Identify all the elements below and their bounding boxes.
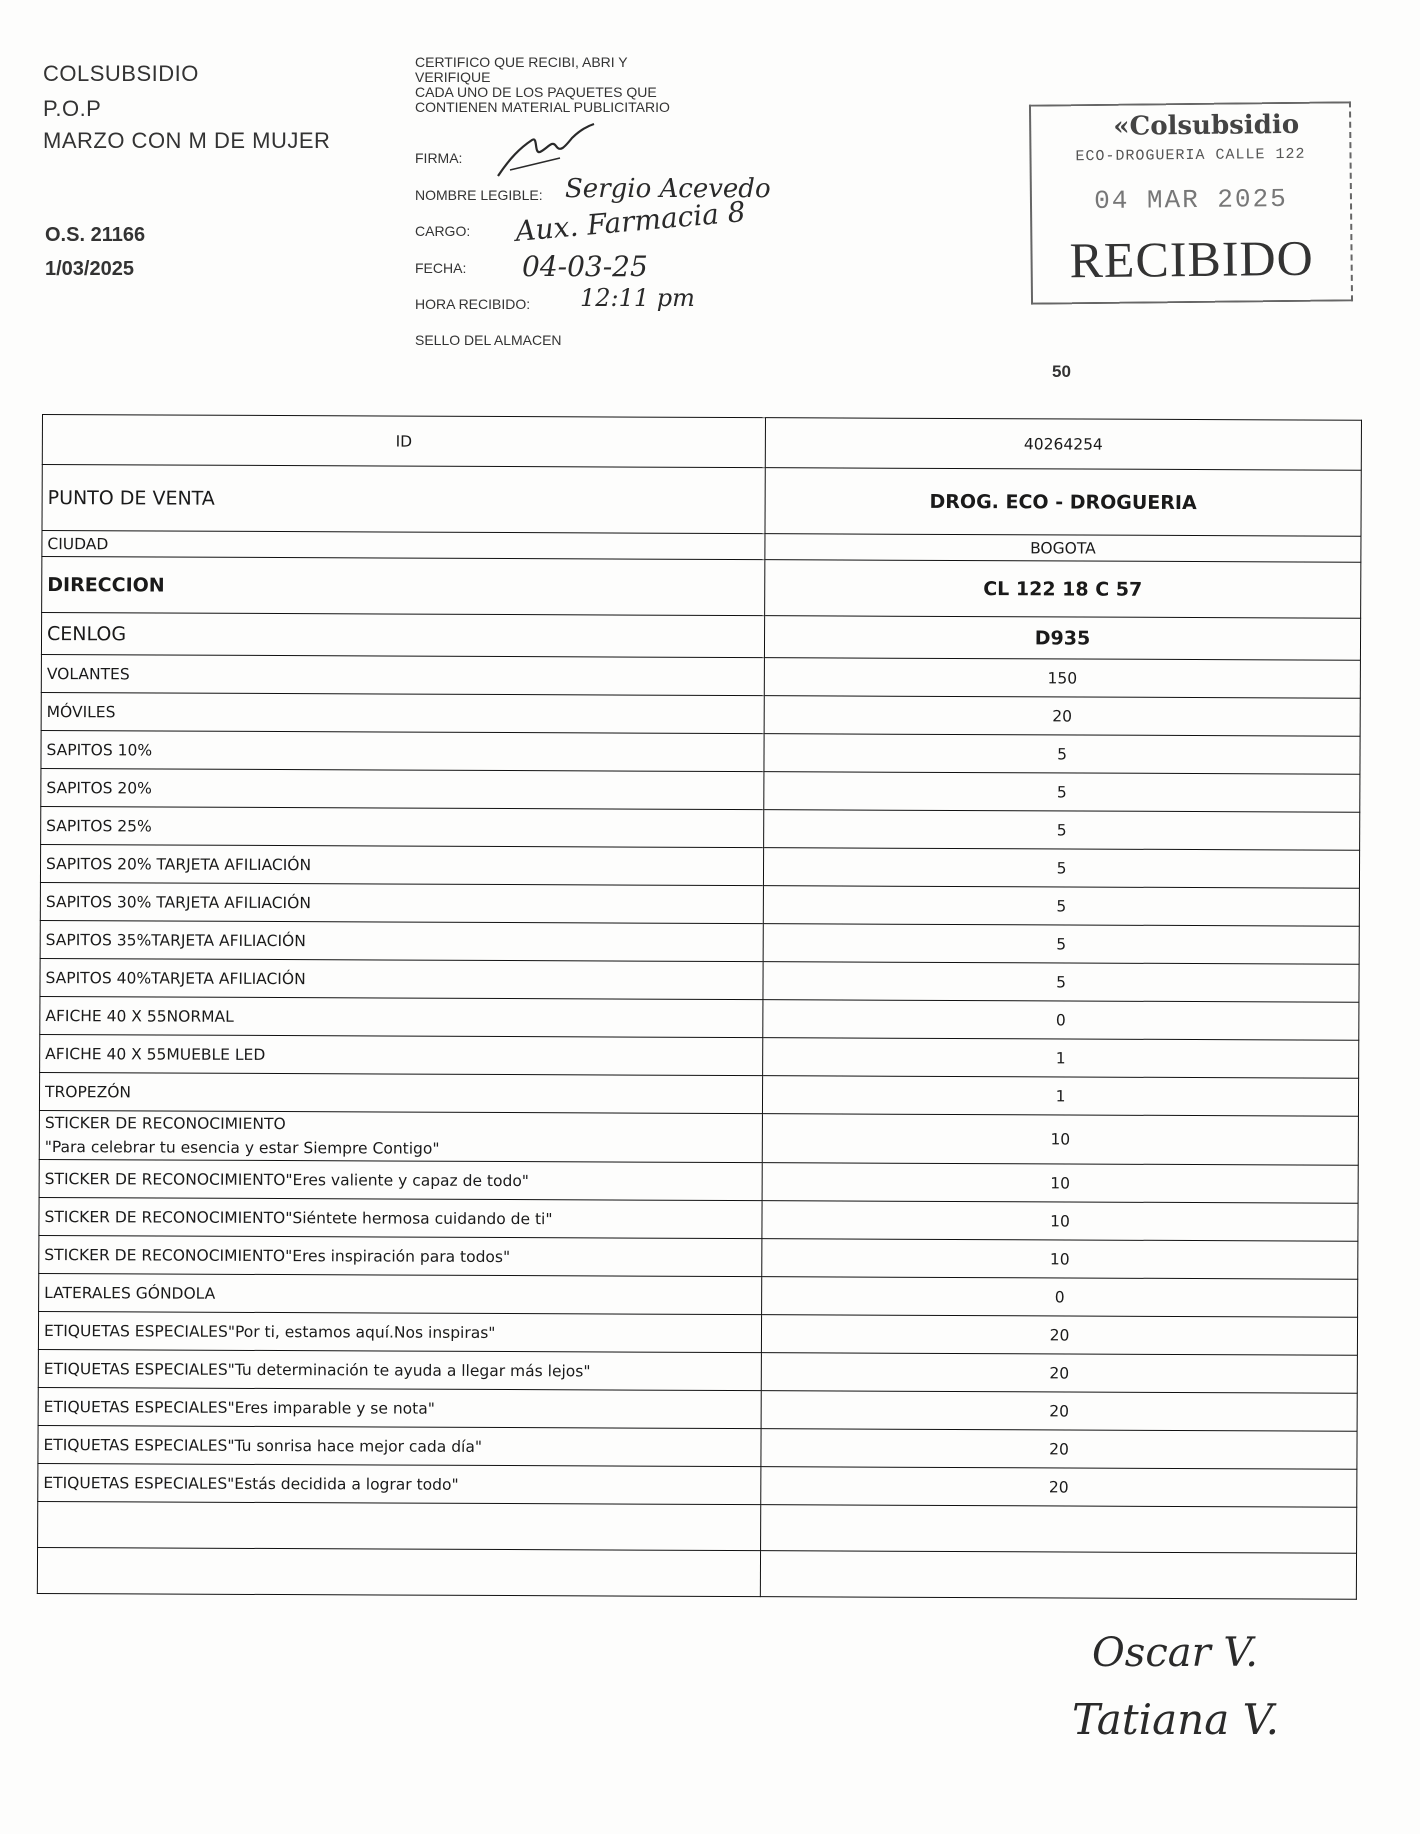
row-label: SAPITOS 20% bbox=[41, 768, 764, 809]
row-value: 0 bbox=[763, 1000, 1359, 1041]
table-row bbox=[38, 1425, 1357, 1469]
materials-table bbox=[37, 414, 1362, 1600]
table-row bbox=[41, 730, 1360, 774]
table-row bbox=[41, 613, 1360, 661]
row-label: SAPITOS 30% TARJETA AFILIACIÓN bbox=[40, 882, 763, 923]
table-row bbox=[40, 920, 1359, 964]
fecha-label: FECHA: bbox=[415, 260, 467, 276]
table-row bbox=[41, 692, 1360, 736]
table-row bbox=[38, 1311, 1357, 1355]
package-count: 50 bbox=[1052, 362, 1071, 381]
row-value: 1 bbox=[762, 1076, 1358, 1117]
row-label: ETIQUETAS ESPECIALES"Estás decidida a lograr todo" bbox=[38, 1463, 761, 1504]
row-label-line: "Para celebrar tu esencia y estar Siempre Contigo" bbox=[44, 1138, 440, 1158]
row-label: ETIQUETAS ESPECIALES"Por ti, estamos aquí.Nos inspiras" bbox=[38, 1311, 761, 1352]
row-value: 5 bbox=[763, 924, 1359, 965]
row-value: 10 bbox=[762, 1114, 1358, 1166]
table-row bbox=[39, 1072, 1358, 1116]
empty-cell bbox=[38, 1501, 761, 1550]
order-date: 1/03/2025 bbox=[45, 258, 134, 280]
row-label: SAPITOS 20% TARJETA AFILIACIÓN bbox=[40, 844, 763, 885]
certificate-line: VERIFIQUE bbox=[415, 69, 491, 85]
table-row bbox=[39, 1110, 1358, 1165]
colsubsidio-logo-icon: « bbox=[1113, 111, 1130, 142]
table-row bbox=[39, 1159, 1358, 1203]
stamp-brand: «Colsubsidio bbox=[1113, 109, 1300, 142]
row-label: MÓVILES bbox=[41, 692, 764, 733]
row-value: CL 122 18 C 57 bbox=[765, 560, 1361, 619]
table-row bbox=[38, 1387, 1357, 1431]
certificate-line: CADA UNO DE LOS PAQUETES QUE bbox=[415, 84, 657, 100]
signature-tatiana: Tatiana V. bbox=[1072, 1695, 1279, 1744]
row-label: SAPITOS 35%TARJETA AFILIACIÓN bbox=[40, 920, 763, 961]
certificate-line: CERTIFICO QUE RECIBI, ABRI Y bbox=[415, 54, 628, 70]
stamp-date: 04 MAR 2025 bbox=[1093, 183, 1288, 217]
row-value: 150 bbox=[764, 658, 1360, 699]
nombre-value: Sergio Acevedo bbox=[565, 174, 771, 204]
empty-cell bbox=[37, 1547, 760, 1596]
table-row bbox=[41, 768, 1360, 812]
row-value: 20 bbox=[764, 696, 1360, 737]
table-row-empty bbox=[37, 1547, 1356, 1599]
table-row bbox=[42, 465, 1361, 537]
row-label: SAPITOS 25% bbox=[41, 806, 764, 847]
row-value: 20 bbox=[761, 1429, 1357, 1470]
stamp-status: RECIBIDO bbox=[1069, 229, 1314, 289]
table-row bbox=[39, 1273, 1358, 1317]
company-name: COLSUBSIDIO bbox=[43, 61, 199, 86]
certificate-text bbox=[415, 55, 670, 115]
row-value: D935 bbox=[764, 616, 1360, 661]
row-value: 20 bbox=[761, 1353, 1357, 1394]
table-row bbox=[38, 1349, 1357, 1393]
table-row bbox=[39, 1235, 1358, 1279]
table-row bbox=[40, 882, 1359, 926]
cargo-label: CARGO: bbox=[415, 223, 471, 239]
received-stamp bbox=[1029, 101, 1353, 304]
row-value: 5 bbox=[764, 772, 1360, 813]
cargo-value: Aux. Farmacia 8 bbox=[514, 195, 747, 248]
row-value: 5 bbox=[763, 848, 1359, 889]
row-value: 20 bbox=[761, 1315, 1357, 1356]
row-value: 10 bbox=[762, 1239, 1358, 1280]
empty-cell bbox=[760, 1551, 1356, 1600]
row-label: SAPITOS 40%TARJETA AFILIACIÓN bbox=[40, 958, 763, 999]
certificate-line: CONTIENEN MATERIAL PUBLICITARIO bbox=[415, 99, 670, 115]
pop-label: P.O.P bbox=[43, 96, 102, 121]
row-label: LATERALES GÓNDOLA bbox=[39, 1273, 762, 1314]
row-label: CIUDAD bbox=[42, 531, 765, 560]
stamp-store: ECO-DROGUERIA CALLE 122 bbox=[1075, 145, 1306, 166]
row-label: TROPEZÓN bbox=[39, 1072, 762, 1113]
row-value: 5 bbox=[764, 810, 1360, 851]
row-label: VOLANTES bbox=[41, 654, 764, 695]
table-row bbox=[41, 654, 1360, 698]
table-row bbox=[42, 557, 1361, 619]
id-label: ID bbox=[42, 415, 765, 468]
row-label-line: STICKER DE RECONOCIMIENTO bbox=[44, 1114, 286, 1134]
row-value: 5 bbox=[763, 962, 1359, 1003]
table-row bbox=[42, 415, 1361, 471]
row-label: STICKER DE RECONOCIMIENTO"Eres inspiración para todos" bbox=[39, 1235, 762, 1276]
row-value: 10 bbox=[762, 1201, 1358, 1242]
row-value: BOGOTA bbox=[765, 534, 1361, 563]
table-row bbox=[40, 996, 1359, 1040]
row-value: DROG. ECO - DROGUERIA bbox=[765, 468, 1361, 537]
table-row bbox=[40, 1034, 1359, 1078]
hora-value: 12:11 pm bbox=[580, 284, 695, 312]
id-value: 40264254 bbox=[765, 418, 1361, 471]
row-label: ETIQUETAS ESPECIALES"Tu sonrisa hace mejor cada día" bbox=[38, 1425, 761, 1466]
row-label: AFICHE 40 X 55NORMAL bbox=[40, 996, 763, 1037]
table-row bbox=[39, 1197, 1358, 1241]
row-label: DIRECCION bbox=[42, 557, 765, 616]
row-value: 20 bbox=[761, 1467, 1357, 1508]
row-label: PUNTO DE VENTA bbox=[42, 465, 765, 534]
row-label: ETIQUETAS ESPECIALES"Tu determinación te ayuda a llegar más lejos" bbox=[38, 1349, 761, 1390]
table-row-empty bbox=[38, 1501, 1357, 1553]
table-row bbox=[40, 844, 1359, 888]
row-value: 1 bbox=[763, 1038, 1359, 1079]
hora-label: HORA RECIBIDO: bbox=[415, 296, 531, 312]
order-number: O.S. 21166 bbox=[45, 224, 146, 246]
row-label bbox=[39, 1110, 762, 1162]
campaign-name: MARZO CON M DE MUJER bbox=[43, 128, 331, 153]
row-value: 5 bbox=[763, 886, 1359, 927]
firma-label: FIRMA: bbox=[415, 150, 463, 166]
empty-cell bbox=[761, 1505, 1357, 1554]
row-label: SAPITOS 10% bbox=[41, 730, 764, 771]
row-value: 20 bbox=[761, 1391, 1357, 1432]
row-label: AFICHE 40 X 55MUEBLE LED bbox=[40, 1034, 763, 1075]
row-label: STICKER DE RECONOCIMIENTO"Eres valiente y capaz de todo" bbox=[39, 1159, 762, 1200]
row-label: ETIQUETAS ESPECIALES"Eres imparable y se nota" bbox=[38, 1387, 761, 1428]
row-label: CENLOG bbox=[41, 613, 764, 658]
signature-oscar: Oscar V. bbox=[1092, 1630, 1259, 1676]
row-value: 0 bbox=[762, 1277, 1358, 1318]
row-value: 10 bbox=[762, 1163, 1358, 1204]
nombre-label: NOMBRE LEGIBLE: bbox=[415, 187, 543, 203]
table-row bbox=[40, 958, 1359, 1002]
row-label: STICKER DE RECONOCIMIENTO"Siéntete hermosa cuidando de ti" bbox=[39, 1197, 762, 1238]
table-row bbox=[38, 1463, 1357, 1507]
sello-label: SELLO DEL ALMACEN bbox=[415, 332, 562, 348]
fecha-value: 04-03-25 bbox=[522, 250, 648, 283]
table-row bbox=[41, 806, 1360, 850]
row-value: 5 bbox=[764, 734, 1360, 775]
